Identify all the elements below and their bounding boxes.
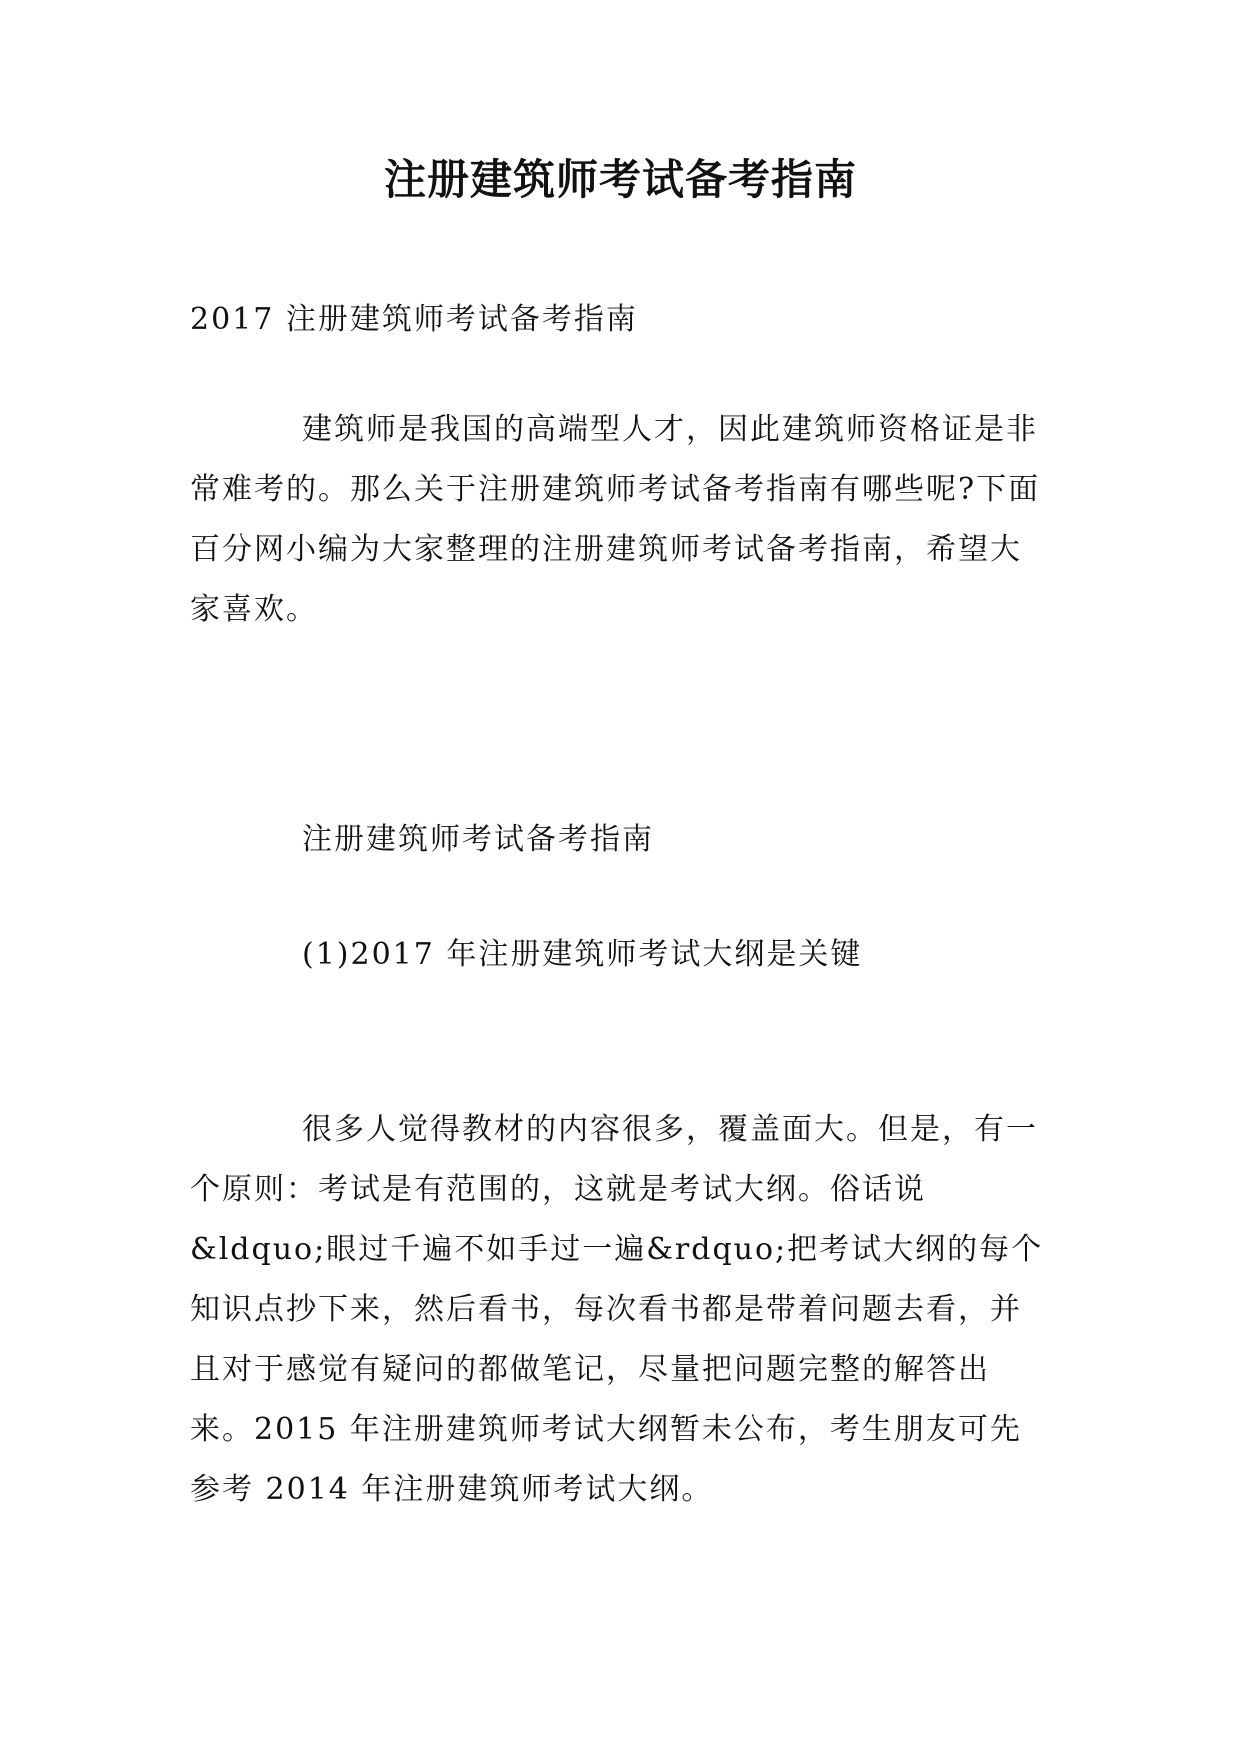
intro-paragraph: 建筑师是我国的高端型人才，因此建筑师资格证是非常难考的。那么关于注册建筑师考试备考指南有哪些呢?下面百分网小编为大家整理的注册建筑师考试备考指南，希望大家喜欢。 bbox=[190, 412, 1041, 627]
section-title: 注册建筑师考试备考指南 bbox=[302, 822, 654, 857]
point-body-paragraph: 很多人觉得教材的内容很多，覆盖面大。但是，有一个原则：考试是有范围的，这就是考试大纲。俗话说&ldquo;眼过千遍不如手过一遍&rdquo;把考试大纲的每个知识点抄下来，然后看书，每次看书都是带着问题去看，并且对于感觉有疑问的都做笔记，尽量把问题完整的解答出来。2015 年注册建筑师考试大纲暂未公布，考生朋友可先参考 2014 年注册建筑师考试大纲。 bbox=[190, 1112, 1044, 1507]
point-heading: (1)2017 年注册建筑师考试大纲是关键 bbox=[302, 937, 863, 972]
document-subtitle: 2017 注册建筑师考试备考指南 bbox=[190, 302, 638, 337]
document-title: 注册建筑师考试备考指南 bbox=[383, 155, 857, 204]
